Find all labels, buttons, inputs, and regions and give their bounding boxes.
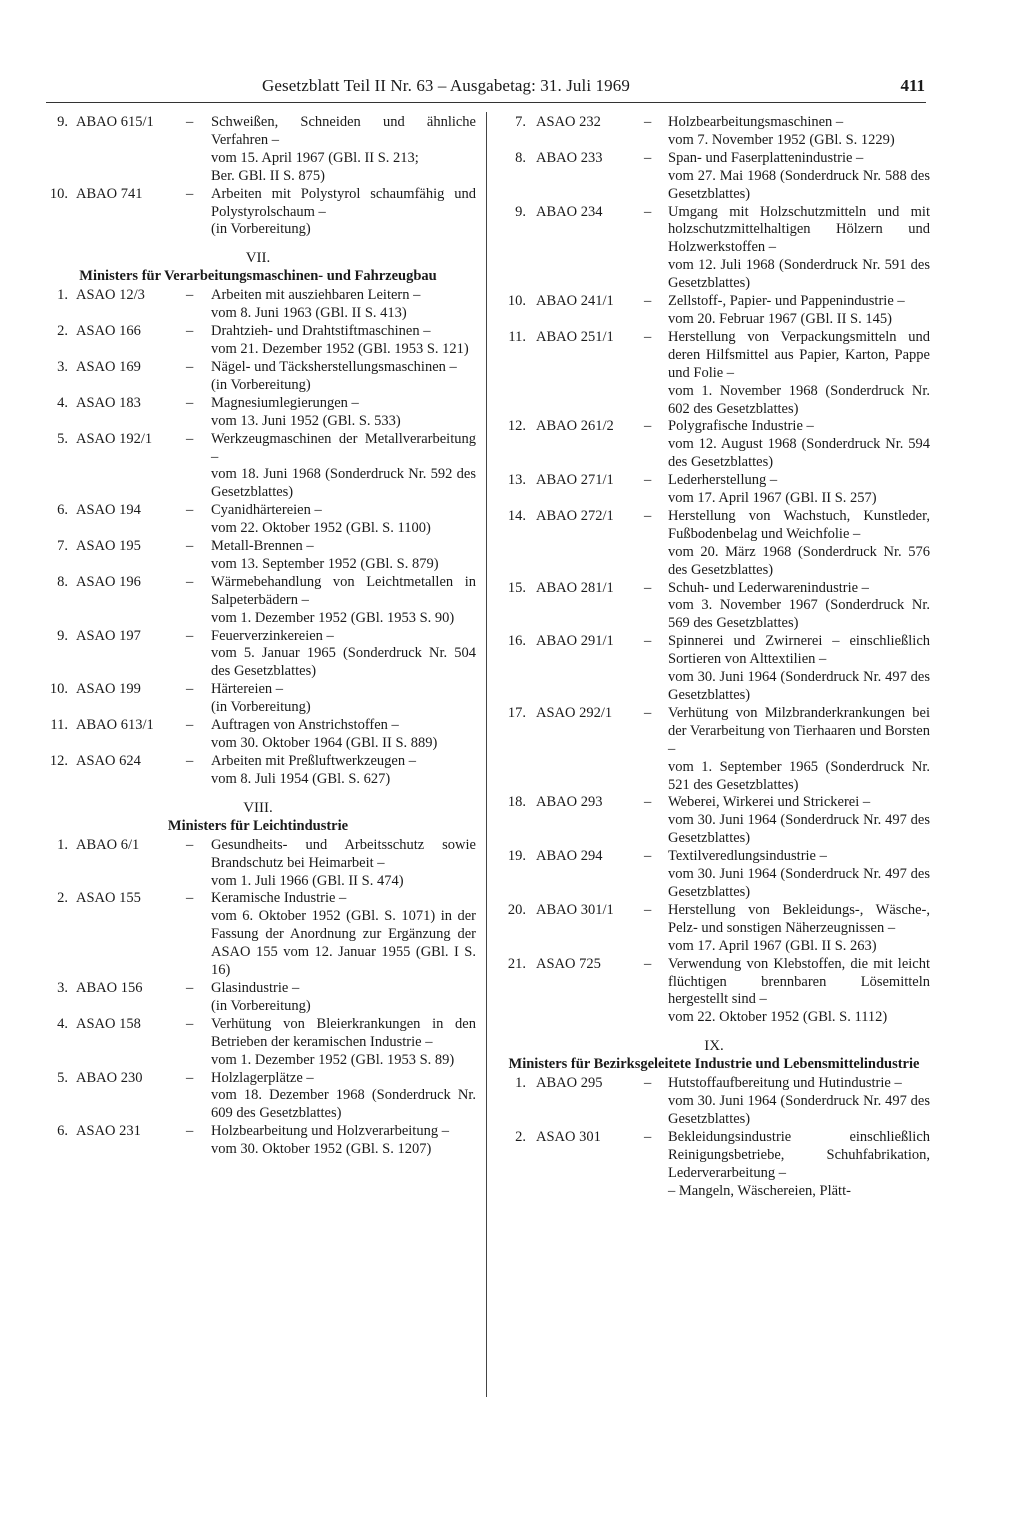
list-item — [40, 502, 476, 538]
description-line: Werkzeugmaschinen der Metallverarbeitung – — [211, 430, 476, 465]
entry-number: 1. — [515, 1075, 526, 1092]
description-line: Schuh- und Lederwarenindustrie – — [668, 579, 869, 596]
list-item — [498, 848, 930, 902]
entry-description — [211, 395, 476, 431]
description-line: – Mangeln, Wäschereien, Plätt- — [668, 1182, 851, 1199]
section-number: VIII. — [243, 799, 273, 816]
entry-number: 9. — [57, 114, 68, 130]
description-line: vom 30. Juni 1964 (Sonderdruck Nr. 497 des Gesetzblattes) — [668, 866, 930, 900]
entry-dash: – — [644, 114, 652, 130]
entry-number: 6. — [57, 1123, 68, 1140]
entry-dash: – — [186, 323, 194, 340]
description-line: vom 30. Oktober 1952 (GBl. S. 1207) — [211, 1141, 432, 1158]
list-item — [498, 508, 930, 580]
regulation-code: ABAO 613/1 — [76, 717, 154, 734]
entry-description — [668, 1075, 930, 1129]
entry-description — [668, 150, 930, 204]
description-line: vom 27. Mai 1968 (Sonderdruck Nr. 588 des Gesetzblattes) — [668, 167, 930, 202]
entry-description — [211, 114, 476, 186]
entry-dash: – — [644, 203, 652, 220]
description-line: vom 1. November 1968 (Sonderdruck Nr. 602 des Gesetzblattes) — [668, 382, 930, 417]
entry-number: 13. — [507, 472, 526, 489]
entry-dash: – — [644, 328, 652, 345]
description-line: Herstellung von Bekleidungs-, Wäsche-, Pelz- und sonstigen Näherzeugnissen – — [668, 901, 930, 936]
regulation-code: ABAO 271/1 — [536, 472, 614, 489]
description-line: Holzbearbeitungsmaschinen – — [668, 114, 844, 130]
entry-description — [668, 705, 930, 795]
regulation-code: ASAO 158 — [76, 1015, 141, 1032]
regulation-code: ASAO 725 — [536, 955, 601, 972]
description-line: vom 18. Juni 1968 (Sonderdruck Nr. 592 des Gesetzblattes) — [211, 466, 476, 501]
regulation-code: ASAO 292/1 — [536, 704, 613, 721]
description-line: Zellstoff-, Papier- und Pappenindustrie – — [668, 293, 905, 310]
regulation-code: ABAO 234 — [536, 203, 603, 220]
entry-dash: – — [644, 633, 652, 650]
entry-description — [211, 628, 476, 682]
entry-number: 17. — [507, 704, 526, 721]
regulation-code: ASAO 231 — [76, 1123, 141, 1140]
entry-description — [668, 1129, 930, 1201]
entry-description — [668, 329, 930, 419]
regulation-code: ABAO 741 — [76, 185, 143, 202]
entry-number: 3. — [57, 358, 68, 375]
regulation-code: ABAO 301/1 — [536, 901, 614, 918]
regulation-code: ASAO 197 — [76, 627, 141, 644]
regulation-code: ASAO 624 — [76, 752, 141, 769]
description-line: vom 12. Juli 1968 (Sonderdruck Nr. 591 des Gesetzblattes) — [668, 257, 930, 292]
description-line: vom 1. Juli 1966 (GBl. II S. 474) — [211, 872, 404, 889]
list-item — [40, 186, 476, 240]
page-header — [0, 72, 1024, 100]
entry-number: 7. — [515, 114, 526, 130]
entry-description — [668, 114, 930, 150]
description-line: Textilveredlungsindustrie – — [668, 848, 827, 865]
description-line: vom 15. April 1967 (GBl. II S. 213; — [211, 149, 419, 166]
section-title: Ministers für Bezirksgeleitete Industrie und Lebensmittelindustrie — [508, 1056, 920, 1073]
regulation-code: ABAO 251/1 — [536, 328, 614, 345]
entry-number: 2. — [515, 1128, 526, 1145]
description-line: vom 13. September 1952 (GBl. S. 879) — [211, 555, 439, 572]
entry-dash: – — [186, 114, 194, 130]
entry-dash: – — [186, 681, 194, 698]
description-line: Herstellung von Verpackungsmitteln und deren Hilfsmittel aus Papier, Karton, Pappe und Folie – — [668, 328, 930, 381]
description-line: vom 18. Dezember 1968 (Sonderdruck Nr. 609 des Gesetzblattes) — [211, 1087, 476, 1122]
description-line: Herstellung von Wachstuch, Kunstleder, Fußbodenbelag und Weichfolie – — [668, 507, 930, 542]
regulation-code: ASAO 12/3 — [76, 287, 145, 304]
entry-description — [668, 580, 930, 634]
section-title: Ministers für Verarbeitungsmaschinen- und Fahrzeugbau — [79, 268, 437, 285]
entry-dash: – — [644, 901, 652, 918]
regulation-code: ASAO 169 — [76, 358, 141, 375]
description-line: Gesundheits- und Arbeitsschutz sowie Brandschutz bei Heimarbeit – — [211, 836, 476, 871]
description-line: vom 30. Juni 1964 (Sonderdruck Nr. 497 des Gesetzblattes) — [668, 669, 930, 703]
regulation-code: ABAO 294 — [536, 848, 603, 865]
description-line: Nägel- und Täcksherstellungsmaschinen – — [211, 358, 457, 375]
description-line: Hutstoffaufbereitung und Hutindustrie – — [668, 1075, 902, 1092]
regulation-code: ABAO 230 — [76, 1069, 143, 1086]
regulation-code: ABAO 156 — [76, 979, 143, 996]
entry-number: 12. — [49, 752, 68, 769]
regulation-code: ABAO 241/1 — [536, 293, 614, 310]
list-item — [498, 472, 930, 508]
entry-dash: – — [186, 717, 194, 734]
entry-dash: – — [186, 394, 194, 411]
description-line: vom 8. Juli 1954 (GBl. S. 627) — [211, 770, 391, 787]
entry-dash: – — [186, 836, 194, 853]
description-line: Keramische Industrie – — [211, 890, 347, 907]
list-item — [40, 287, 476, 323]
entry-description — [211, 1016, 476, 1070]
entry-dash: – — [186, 752, 194, 769]
description-line: vom 22. Oktober 1952 (GBl. S. 1112) — [668, 1009, 888, 1026]
regulation-code: ABAO 291/1 — [536, 633, 614, 650]
entry-dash: – — [186, 627, 194, 644]
entry-number: 16. — [507, 633, 526, 650]
entry-number: 5. — [57, 430, 68, 447]
entry-number: 4. — [57, 394, 68, 411]
section-title: Ministers für Leichtindustrie — [167, 817, 349, 834]
entry-number: 10. — [507, 293, 526, 310]
entry-description — [211, 538, 476, 574]
entry-number: 20. — [507, 901, 526, 918]
list-item — [40, 681, 476, 717]
regulation-code: ASAO 192/1 — [76, 430, 153, 447]
description-line: Lederherstellung – — [668, 472, 778, 489]
entry-dash: – — [186, 1015, 194, 1032]
entry-dash: – — [186, 185, 194, 202]
entry-number: 11. — [508, 328, 526, 345]
description-line: Arbeiten mit Preßluftwerkzeugen – — [211, 752, 416, 769]
description-line: vom 3. November 1967 (Sonderdruck Nr. 569 des Gesetzblattes) — [668, 597, 930, 632]
description-line: Arbeiten mit Polystyrol schaumfähig und Polystyrolschaum – — [211, 185, 476, 220]
header-rule — [46, 102, 926, 103]
description-line: Glasindustrie – — [211, 979, 300, 996]
list-item — [498, 329, 930, 419]
regulation-code: ABAO 615/1 — [76, 114, 154, 130]
description-line: vom 1. Dezember 1952 (GBl. 1953 S. 90) — [211, 609, 455, 626]
entry-number: 7. — [57, 538, 68, 555]
left-column — [40, 114, 476, 1159]
description-line: vom 1. Dezember 1952 (GBl. 1953 S. 89) — [211, 1051, 455, 1068]
entry-dash: – — [186, 979, 194, 996]
list-item — [498, 794, 930, 848]
entry-description — [211, 717, 476, 753]
entry-number: 19. — [507, 848, 526, 865]
description-line: vom 30. Juni 1964 (Sonderdruck Nr. 497 des Gesetzblattes) — [668, 812, 930, 847]
description-line: vom 13. Juni 1952 (GBl. S. 533) — [211, 412, 401, 429]
list-item — [40, 628, 476, 682]
description-line: vom 12. August 1968 (Sonderdruck Nr. 594 des Gesetzblattes) — [668, 436, 930, 471]
description-line: vom 20. Februar 1967 (GBl. II S. 145) — [668, 310, 892, 327]
list-item — [498, 902, 930, 956]
entry-description — [211, 837, 476, 891]
regulation-code: ASAO 195 — [76, 538, 141, 555]
entry-dash: – — [644, 293, 652, 310]
description-line: Span- und Faserplattenindustrie – — [668, 149, 864, 166]
regulation-code: ABAO 261/2 — [536, 418, 614, 435]
entry-dash: – — [186, 1069, 194, 1086]
entry-description — [668, 472, 930, 508]
list-item — [498, 633, 930, 705]
description-line: Feuerverzinkereien – — [211, 627, 334, 644]
entry-description — [211, 890, 476, 980]
regulation-code: ABAO 295 — [536, 1075, 603, 1092]
entry-description — [211, 186, 476, 240]
entry-number: 5. — [57, 1069, 68, 1086]
description-line: (in Vorbereitung) — [211, 221, 311, 238]
description-line: Schweißen, Schneiden und ähnliche Verfahren – — [211, 114, 476, 148]
regulation-code: ASAO 155 — [76, 890, 141, 907]
entry-number: 8. — [515, 149, 526, 166]
description-line: Magnesiumlegierungen – — [211, 394, 359, 411]
description-line: (in Vorbereitung) — [211, 376, 311, 393]
entry-dash: – — [644, 579, 652, 596]
entry-description — [668, 418, 930, 472]
list-item — [498, 293, 930, 329]
description-line: Umgang mit Holzschutzmitteln und mit holzschutzmittelhaltigen Hölzern und Holzwerkstoffen – — [668, 203, 930, 256]
description-line: Verhütung von Bleierkrankungen in den Betrieben der keramischen Industrie – — [211, 1015, 476, 1050]
list-item — [498, 114, 930, 150]
description-line: Weberei, Wirkerei und Strickerei – — [668, 794, 871, 811]
entry-dash: – — [644, 704, 652, 721]
description-line: Wärmebehandlung von Leichtmetallen in Salpeterbädern – — [211, 573, 476, 608]
description-line: Arbeiten mit ausziehbaren Leitern – — [211, 287, 421, 304]
entry-description — [211, 574, 476, 628]
regulation-code: ABAO 272/1 — [536, 507, 614, 524]
entry-description — [211, 1123, 476, 1159]
entry-dash: – — [644, 418, 652, 435]
entry-description — [668, 794, 930, 848]
description-line: vom 22. Oktober 1952 (GBl. S. 1100) — [211, 520, 431, 537]
description-line: vom 21. Dezember 1952 (GBl. 1953 S. 121) — [211, 341, 469, 358]
entry-dash: – — [644, 1128, 652, 1145]
entry-number: 11. — [50, 717, 68, 734]
entry-number: 18. — [507, 794, 526, 811]
entry-description — [211, 359, 476, 395]
list-item — [40, 431, 476, 503]
description-line: Härtereien – — [211, 681, 284, 698]
regulation-code: ABAO 233 — [536, 149, 603, 166]
list-item — [498, 1129, 930, 1201]
entry-description — [211, 431, 476, 503]
entry-dash: – — [186, 502, 194, 519]
list-item — [498, 1075, 930, 1129]
list-item — [40, 323, 476, 359]
entry-number: 2. — [57, 323, 68, 340]
description-line: Holzlagerplätze – — [211, 1069, 314, 1086]
entry-dash: – — [186, 358, 194, 375]
entry-dash: – — [644, 955, 652, 972]
regulation-code: ASAO 301 — [536, 1128, 601, 1145]
entry-dash: – — [186, 573, 194, 590]
regulation-code: ASAO 196 — [76, 573, 141, 590]
entry-number: 1. — [57, 287, 68, 304]
entry-number: 14. — [507, 507, 526, 524]
regulation-code: ASAO 199 — [76, 681, 141, 698]
entry-description — [211, 323, 476, 359]
entry-description — [211, 287, 476, 323]
entry-description — [668, 508, 930, 580]
description-line: Holzbearbeitung und Holzverarbeitung – — [211, 1123, 449, 1140]
description-line: (in Vorbereitung) — [211, 997, 311, 1014]
list-item — [40, 980, 476, 1016]
entry-number: 3. — [57, 979, 68, 996]
entry-number: 6. — [57, 502, 68, 519]
list-item — [40, 395, 476, 431]
list-item — [498, 150, 930, 204]
list-item — [40, 717, 476, 753]
description-line: Auftragen von Anstrichstoffen – — [211, 717, 399, 734]
description-line: Spinnerei und Zwirnerei – einschließlich Sortieren von Alttextilien – — [668, 633, 930, 668]
description-line: vom 30. Juni 1964 (Sonderdruck Nr. 497 des Gesetzblattes) — [668, 1093, 930, 1128]
list-item — [40, 890, 476, 980]
entry-number: 2. — [57, 890, 68, 907]
description-line: Verhütung von Milzbranderkrankungen bei der Verarbeitung von Tierhaaren und Borsten – — [668, 704, 930, 757]
column-divider — [486, 112, 487, 1397]
list-item — [40, 1123, 476, 1159]
header-title: Gesetzblatt Teil II Nr. 63 – Ausgabetag: 31. Juli 1969 — [262, 76, 630, 95]
entry-description — [211, 753, 476, 789]
list-item — [40, 359, 476, 395]
entry-description — [211, 980, 476, 1016]
entry-dash: – — [644, 149, 652, 166]
entry-number: 10. — [49, 185, 68, 202]
list-item — [498, 204, 930, 294]
regulation-code: ABAO 293 — [536, 794, 603, 811]
entry-number: 10. — [49, 681, 68, 698]
entry-number: 21. — [507, 955, 526, 972]
entry-dash: – — [644, 848, 652, 865]
entry-dash: – — [644, 794, 652, 811]
entry-number: 9. — [515, 203, 526, 220]
description-line: vom 17. April 1967 (GBl. II S. 263) — [668, 937, 877, 954]
entry-dash: – — [644, 507, 652, 524]
list-item — [498, 705, 930, 795]
description-line: Cyanidhärtereien – — [211, 502, 322, 519]
entry-number: 9. — [57, 627, 68, 644]
entry-description — [668, 902, 930, 956]
regulation-code: ABAO 6/1 — [76, 836, 140, 853]
description-line: Verwendung von Klebstoffen, die mit leicht flüchtigen brennbaren Lösemitteln hergestellt sind – — [668, 955, 930, 1008]
regulation-code: ASAO 166 — [76, 323, 141, 340]
regulation-code: ASAO 232 — [536, 114, 601, 130]
entry-number: 4. — [57, 1015, 68, 1032]
list-item — [40, 837, 476, 891]
regulation-code: ASAO 183 — [76, 394, 141, 411]
description-line: vom 5. Januar 1965 (Sonderdruck Nr. 504 des Gesetzblattes) — [211, 645, 476, 680]
description-line: vom 8. Juni 1963 (GBl. II S. 413) — [211, 305, 407, 322]
description-line: vom 17. April 1967 (GBl. II S. 257) — [668, 490, 877, 507]
entry-dash: – — [186, 430, 194, 447]
list-item — [40, 1016, 476, 1070]
entry-dash: – — [186, 1123, 194, 1140]
entry-number: 15. — [507, 579, 526, 596]
entry-dash: – — [644, 1075, 652, 1092]
entry-description — [668, 204, 930, 294]
description-line: Bekleidungsindustrie einschließlich Reinigungsbetriebe, Schuhfabrikation, Lederverarbeitung – — [668, 1128, 930, 1181]
list-item — [40, 114, 476, 186]
description-line: Polygrafische Industrie – — [668, 418, 814, 435]
list-item — [498, 956, 930, 1028]
entry-number: 8. — [57, 573, 68, 590]
list-item — [40, 753, 476, 789]
entry-description — [668, 293, 930, 329]
entry-dash: – — [186, 538, 194, 555]
entry-dash: – — [186, 890, 194, 907]
list-item — [40, 1070, 476, 1124]
entry-description — [668, 633, 930, 705]
description-line: vom 20. März 1968 (Sonderdruck Nr. 576 des Gesetzblattes) — [668, 543, 930, 578]
entry-description — [211, 502, 476, 538]
entry-description — [211, 1070, 476, 1124]
right-column — [498, 114, 930, 1201]
list-item — [498, 418, 930, 472]
entry-dash: – — [186, 287, 194, 304]
section-number: IX. — [704, 1038, 724, 1055]
description-line: Drahtzieh- und Drahtstiftmaschinen – — [211, 323, 431, 340]
entry-description — [668, 956, 930, 1028]
section-number: VII. — [245, 250, 271, 267]
description-line: vom 30. Oktober 1964 (GBl. II S. 889) — [211, 735, 438, 751]
entry-dash: – — [644, 472, 652, 489]
description-line: vom 6. Oktober 1952 (GBl. S. 1071) in der Fassung der Anordnung zur Ergänzung der ASAO 155 vom 12. Januar 1955 (GBl. I S. 16) — [211, 908, 476, 979]
entry-number: 1. — [57, 836, 68, 853]
regulation-code: ASAO 194 — [76, 502, 141, 519]
list-item — [40, 574, 476, 628]
description-line: Metall-Brennen – — [211, 538, 314, 555]
description-line: Ber. GBl. II S. 875) — [211, 167, 325, 184]
page-number: 411 — [900, 76, 925, 95]
entry-description — [211, 681, 476, 717]
entry-description — [668, 848, 930, 902]
list-item — [40, 538, 476, 574]
regulation-code: ABAO 281/1 — [536, 579, 614, 596]
description-line: vom 1. September 1965 (Sonderdruck Nr. 521 des Gesetzblattes) — [668, 758, 930, 793]
description-line: vom 7. November 1952 (GBl. S. 1229) — [668, 131, 895, 148]
entry-number: 12. — [507, 418, 526, 435]
list-item — [498, 580, 930, 634]
description-line: (in Vorbereitung) — [211, 699, 311, 716]
